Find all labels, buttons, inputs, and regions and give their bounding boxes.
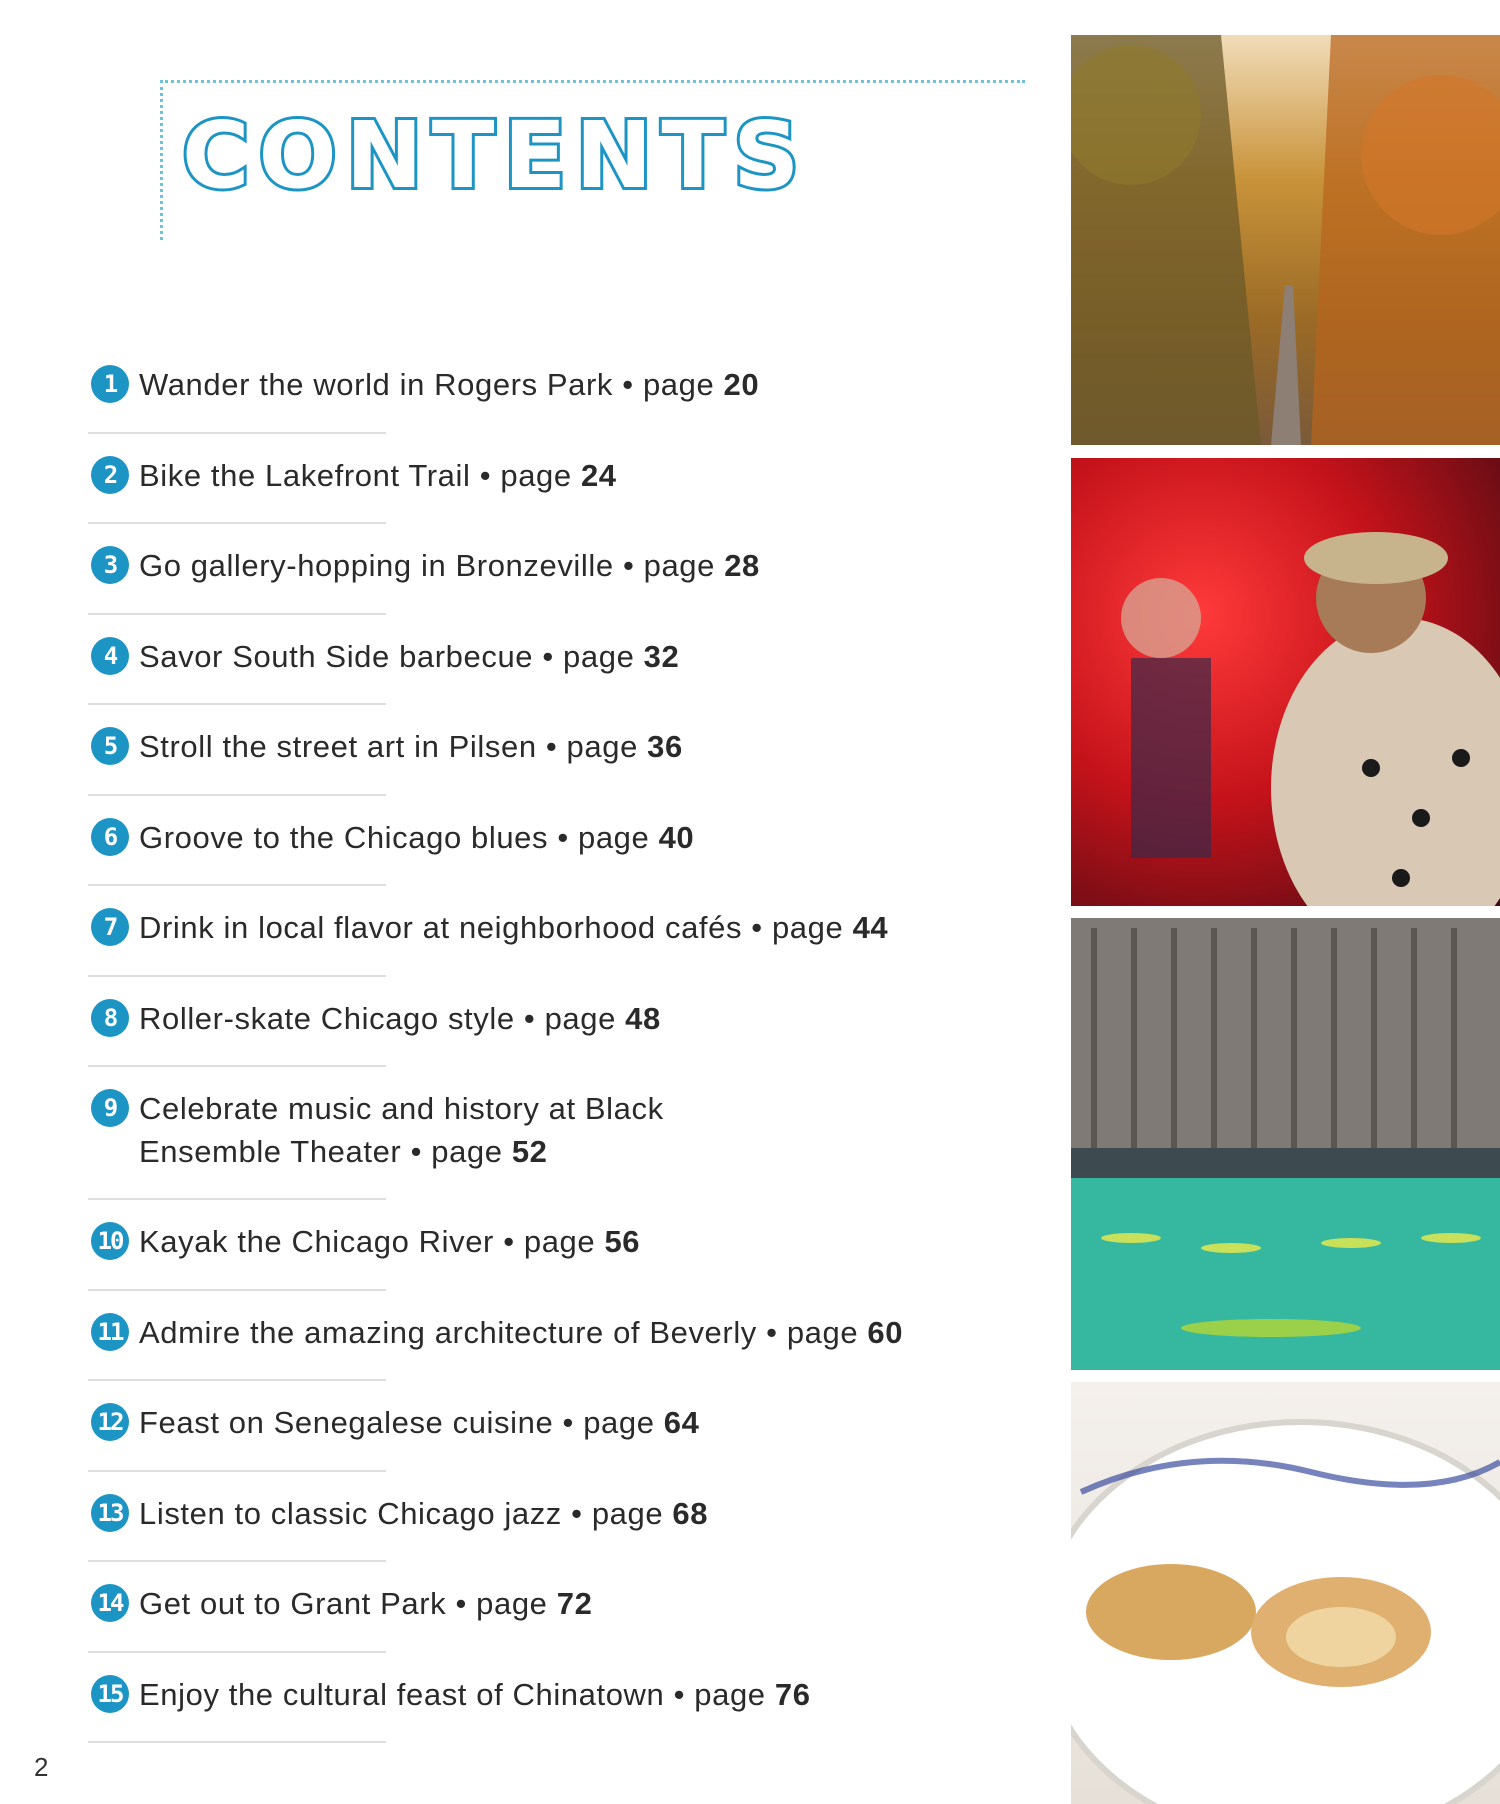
photo-blues-musicians bbox=[1071, 458, 1500, 906]
toc-entry-title: Enjoy the cultural feast of Chinatown bbox=[139, 1676, 665, 1712]
toc-entry-title: Savor South Side barbecue bbox=[139, 638, 534, 674]
toc-entry bbox=[139, 1582, 1039, 1625]
toc-item[interactable] bbox=[88, 536, 1048, 627]
toc-page-word: page bbox=[583, 1405, 655, 1440]
toc-page-number: 36 bbox=[647, 729, 683, 764]
toc-entry-title: Celebrate music and history at Black Ensemble Theater bbox=[139, 1091, 664, 1169]
toc-page-number: 56 bbox=[604, 1224, 641, 1259]
toc-item[interactable] bbox=[88, 1212, 1048, 1303]
toc-number-badge: 3 bbox=[91, 546, 129, 584]
toc-entry-title: Feast on Senegalese cuisine bbox=[139, 1405, 554, 1440]
toc-item[interactable] bbox=[88, 446, 1048, 537]
toc-number-badge: 5 bbox=[91, 727, 129, 765]
toc-separator: • bbox=[542, 638, 554, 674]
toc-number-badge: 6 bbox=[91, 818, 129, 856]
toc-entry bbox=[139, 1673, 1039, 1716]
toc-divider bbox=[88, 703, 386, 705]
toc-entry-title: Go gallery-hopping in Bronzeville bbox=[139, 548, 614, 583]
toc-page-number: 48 bbox=[625, 1000, 661, 1036]
toc-divider bbox=[88, 1065, 386, 1067]
toc-item[interactable] bbox=[88, 717, 1048, 808]
toc-entry bbox=[139, 725, 1039, 768]
toc-entry-title: Get out to Grant Park bbox=[139, 1586, 447, 1621]
toc-item[interactable] bbox=[88, 1393, 1048, 1484]
toc-separator: • bbox=[571, 1495, 583, 1531]
toc-item[interactable] bbox=[88, 355, 1048, 446]
toc-entry bbox=[139, 635, 1039, 678]
toc-item[interactable] bbox=[88, 1574, 1048, 1665]
toc-item[interactable] bbox=[88, 1079, 1048, 1212]
toc-item[interactable] bbox=[88, 898, 1048, 989]
toc-separator: • bbox=[455, 1586, 467, 1621]
toc-entry bbox=[139, 816, 1039, 859]
toc-page-number: 28 bbox=[724, 548, 760, 583]
toc-divider bbox=[88, 794, 386, 796]
table-of-contents bbox=[88, 355, 1048, 1755]
toc-divider bbox=[88, 1379, 386, 1381]
toc-page-word: page bbox=[771, 910, 844, 945]
toc-number-badge: 1 bbox=[91, 365, 129, 403]
toc-number-badge: 12 bbox=[91, 1403, 129, 1441]
toc-page-word: page bbox=[544, 1000, 616, 1036]
toc-page-number: 40 bbox=[658, 819, 695, 855]
toc-page-number: 68 bbox=[672, 1495, 709, 1531]
toc-entry-title: Kayak the Chicago River bbox=[139, 1224, 494, 1259]
toc-item[interactable] bbox=[88, 1484, 1048, 1575]
toc-entry bbox=[139, 1401, 1039, 1444]
toc-separator: • bbox=[673, 1676, 686, 1712]
photo-tree-lined-trail bbox=[1071, 35, 1500, 445]
toc-page-number: 76 bbox=[774, 1676, 811, 1712]
toc-item[interactable] bbox=[88, 1665, 1048, 1756]
toc-entry bbox=[139, 1492, 1039, 1535]
toc-entry-title: Listen to classic Chicago jazz bbox=[139, 1495, 562, 1531]
toc-number-badge: 14 bbox=[91, 1584, 129, 1622]
toc-entry-title: Stroll the street art in Pilsen bbox=[139, 729, 537, 764]
toc-divider bbox=[88, 975, 386, 977]
toc-divider bbox=[88, 522, 386, 524]
toc-page-number: 32 bbox=[643, 638, 680, 674]
toc-divider bbox=[88, 1198, 386, 1200]
toc-divider bbox=[88, 613, 386, 615]
toc-page-word: page bbox=[591, 1495, 664, 1531]
toc-entry-title: Admire the amazing architecture of Beverly bbox=[139, 1314, 757, 1350]
toc-item[interactable] bbox=[88, 627, 1048, 718]
toc-page-number: 64 bbox=[663, 1405, 700, 1440]
toc-divider bbox=[88, 1651, 386, 1653]
toc-number-badge: 11 bbox=[91, 1313, 129, 1351]
toc-page-word: page bbox=[578, 819, 650, 855]
photo-kayaks-chicago-river bbox=[1071, 918, 1500, 1370]
toc-divider bbox=[88, 1470, 386, 1472]
toc-item[interactable] bbox=[88, 989, 1048, 1080]
toc-entry bbox=[139, 1220, 1039, 1263]
toc-separator: • bbox=[562, 1405, 574, 1440]
toc-entry bbox=[139, 544, 1039, 587]
photo-column bbox=[1071, 0, 1500, 1804]
toc-page-word: page bbox=[566, 729, 638, 764]
toc-page-word: page bbox=[786, 1314, 859, 1350]
toc-page-word: page bbox=[643, 548, 715, 583]
toc-entry bbox=[139, 1087, 749, 1173]
toc-number-badge: 15 bbox=[91, 1675, 129, 1713]
toc-number-badge: 9 bbox=[91, 1089, 129, 1127]
toc-number-badge: 2 bbox=[91, 456, 129, 494]
toc-divider bbox=[88, 1741, 386, 1743]
toc-separator: • bbox=[545, 729, 558, 764]
toc-page-word: page bbox=[523, 1224, 596, 1259]
toc-number-badge: 8 bbox=[91, 999, 129, 1037]
toc-divider bbox=[88, 1289, 386, 1291]
toc-page-number: 72 bbox=[556, 1586, 593, 1621]
toc-entry-title: Drink in local flavor at neighborhood cafés bbox=[139, 910, 743, 945]
toc-separator: • bbox=[503, 1224, 515, 1259]
toc-number-badge: 10 bbox=[91, 1222, 129, 1260]
toc-page-word: page bbox=[694, 1676, 766, 1712]
toc-divider bbox=[88, 432, 386, 434]
toc-page-number: 52 bbox=[511, 1134, 548, 1169]
toc-number-badge: 13 bbox=[91, 1494, 129, 1532]
toc-entry-title: Roller-skate Chicago style bbox=[139, 1000, 515, 1036]
toc-page-number: 60 bbox=[867, 1314, 904, 1350]
toc-number-badge: 7 bbox=[91, 908, 129, 946]
toc-separator: • bbox=[751, 910, 763, 945]
toc-item[interactable] bbox=[88, 808, 1048, 899]
toc-entry bbox=[139, 906, 1039, 949]
toc-separator: • bbox=[622, 367, 634, 402]
toc-separator: • bbox=[479, 457, 492, 493]
toc-separator: • bbox=[523, 1000, 536, 1036]
toc-page-word: page bbox=[476, 1586, 548, 1621]
toc-separator: • bbox=[622, 548, 635, 583]
toc-separator: • bbox=[410, 1134, 423, 1169]
toc-separator: • bbox=[766, 1314, 778, 1350]
toc-entry bbox=[139, 997, 1039, 1040]
page-number: 2 bbox=[34, 1752, 49, 1782]
toc-page-number: 24 bbox=[580, 457, 617, 493]
toc-page-number: 44 bbox=[852, 910, 889, 945]
toc-entry bbox=[139, 1311, 1039, 1354]
toc-entry bbox=[139, 363, 1039, 406]
toc-page-number: 20 bbox=[723, 367, 760, 402]
toc-separator: • bbox=[557, 819, 569, 855]
toc-page-word: page bbox=[563, 638, 635, 674]
toc-divider bbox=[88, 884, 386, 886]
toc-page-word: page bbox=[431, 1134, 503, 1169]
toc-entry-title: Bike the Lakefront Trail bbox=[139, 457, 471, 493]
page-title: CONTENTS bbox=[182, 102, 809, 209]
toc-page-word: page bbox=[642, 367, 715, 402]
toc-item[interactable] bbox=[88, 1303, 1048, 1394]
toc-entry-title: Wander the world in Rogers Park bbox=[139, 367, 614, 402]
toc-divider bbox=[88, 1560, 386, 1562]
photo-fortune-cookies bbox=[1071, 1382, 1500, 1804]
toc-page-word: page bbox=[500, 457, 572, 493]
toc-entry bbox=[139, 454, 1039, 497]
toc-number-badge: 4 bbox=[91, 637, 129, 675]
toc-entry-title: Groove to the Chicago blues bbox=[139, 819, 549, 855]
